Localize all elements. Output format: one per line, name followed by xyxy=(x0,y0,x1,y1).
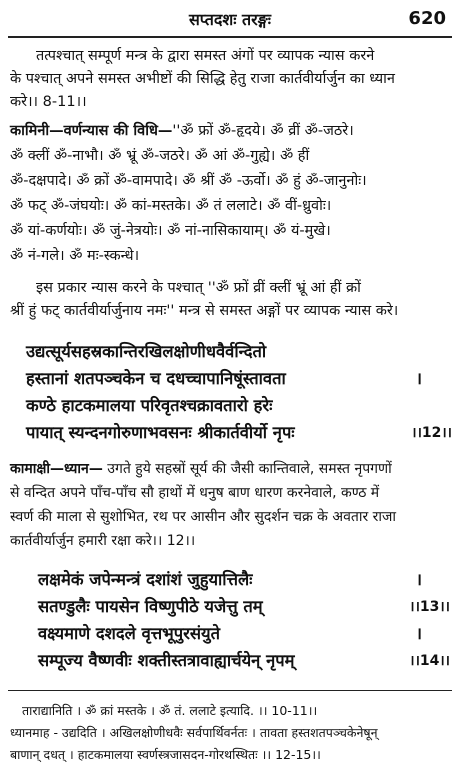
chapter-title: सप्तदशः तरङ्गः xyxy=(188,10,272,29)
page-number: 620 xyxy=(408,8,446,29)
paragraph-line: करे।। 8-11।। xyxy=(10,94,87,110)
kamakshi-label: कामाक्षी—ध्यान— xyxy=(10,461,103,477)
footnote-line: बाणान् दधत् । हाटकमालया स्वर्णस्त्रजासदन-गोरथस्थितः ।। 12-15।। xyxy=(10,747,321,762)
kamini-label: कामिनी—वर्णन्यास की विधि— xyxy=(10,123,173,139)
page-header xyxy=(0,4,460,34)
shloka-line: लक्षमेकं जपेन्मन्त्रं दशांशं जुहुयात्तिलैः xyxy=(38,570,253,589)
paragraph-line: इस प्रकार न्यास करने के पश्चात् ''ॐ फ्रों व्रीं क्लीं भ्रूं आं हीं क्रों xyxy=(36,280,361,296)
nyasa-line: ॐ नं-गले। ॐ मः-स्कन्धे। xyxy=(10,248,140,264)
shloka-line: हस्तानां शतपञ्चकेन च दधच्चापानिषूंस्तावता xyxy=(26,369,286,388)
header-rule xyxy=(8,36,452,38)
shloka-line: सम्पूज्य वैष्णवीः शक्तीस्तत्रावाह्यार्चयेन् नृपम् xyxy=(38,651,295,670)
nyasa-line: ॐ क्लीं ॐ-नाभौ। ॐ भ्रूं ॐ-जठरे। ॐ आं ॐ-गुह्ये। ॐ हीं xyxy=(10,148,310,164)
paragraph-line: के पश्चात् अपने समस्त अभीष्टों की सिद्धि हेतु राजा कार्तवीर्यार्जुन का ध्यान xyxy=(10,71,395,87)
paragraph-line: कार्तवीर्यार्जुन हमारी रक्षा करे।। 12।। xyxy=(10,533,196,549)
shloka-line: सतण्डुलैः पायसेन विष्णुपीठे यजेत्तु तम् xyxy=(38,597,263,616)
footnote-line: ताराद्यानिति । ॐ क्रां मस्तके । ॐ तं. ललाटे इत्यादि. ।। 10-11।। xyxy=(22,703,318,718)
footnote-rule xyxy=(8,690,452,691)
kamini-first-line xyxy=(10,120,354,142)
paragraph-line: तत्पश्चात् सम्पूर्ण मन्त्र के द्वारा समस्त अंगों पर व्यापक न्यास करने xyxy=(36,48,375,64)
shloka-line: कण्ठे हाटकमालया परिवृतश्चक्रावतारो हरेः xyxy=(26,396,273,415)
nyasa-line: ॐ फट् ॐ-जंघयोः। ॐ कां-मस्तके। ॐ तं ललाटे। ॐ वीं-ध्रुवोः। xyxy=(10,198,332,214)
verse-number: ।।12।। xyxy=(411,425,452,441)
paragraph-line: श्रीं हुं फट् कार्तवीर्यार्जुनाय नमः'' मन्त्र से समस्त अङ्गों पर व्यापक न्यास करे। xyxy=(10,303,399,319)
shloka-line: वक्ष्यमाणे दशदले वृत्तभूपुरसंयुते xyxy=(38,624,220,643)
verse-mark: । xyxy=(415,369,422,388)
verse-number: ।।14।। xyxy=(409,653,450,669)
kamini-text: ''ॐ फ्रों ॐ-हृदये। ॐ व्रीं ॐ-जठरे। xyxy=(172,123,354,139)
nyasa-line: ॐ-दक्षपादे। ॐ क्रों ॐ-वामपादे। ॐ श्रीं ॐ -ऊर्वो। ॐ हुं ॐ-जानुनोः। xyxy=(10,173,367,189)
paragraph-line: से वन्दित अपने पाँच-पाँच सौ हाथों में धनुष बाण धारण करनेवाले, कण्ठ में xyxy=(10,485,380,501)
kamakshi-text: उगते हुये सहस्रों सूर्य की जैसी कान्तिवाले, समस्त नृपगणों xyxy=(102,461,392,477)
shloka-line: उद्यत्सूर्यसहस्रकान्तिरखिलक्षोणीधवैर्वन्दितो xyxy=(26,342,267,361)
verse-mark: । xyxy=(415,570,422,589)
paragraph-line: स्वर्ण की माला से सुशोभित, रथ पर आसीन और सुदर्शन चक्र के अवतार राजा xyxy=(10,509,396,525)
shloka-line: पायात् स्यन्दनगोरुणाभवसनः श्रीकार्तवीर्यो नृपः xyxy=(26,423,295,442)
footnote-line: ध्यानमाह - उद्यदिति । अखिलक्षोणीधवैः सर्वपार्थिवर्नतः । तावता हस्तशतपञ्चकेनेषून् xyxy=(10,725,378,740)
verse-number: ।।13।। xyxy=(409,599,450,615)
verse-mark: । xyxy=(415,624,422,643)
nyasa-line: ॐ यां-कर्णयोः। ॐ जुं-नेत्रयोः। ॐ नां-नासिकायाम्। ॐ यं-मुखे। xyxy=(10,223,331,239)
kamakshi-first-line xyxy=(10,458,392,480)
